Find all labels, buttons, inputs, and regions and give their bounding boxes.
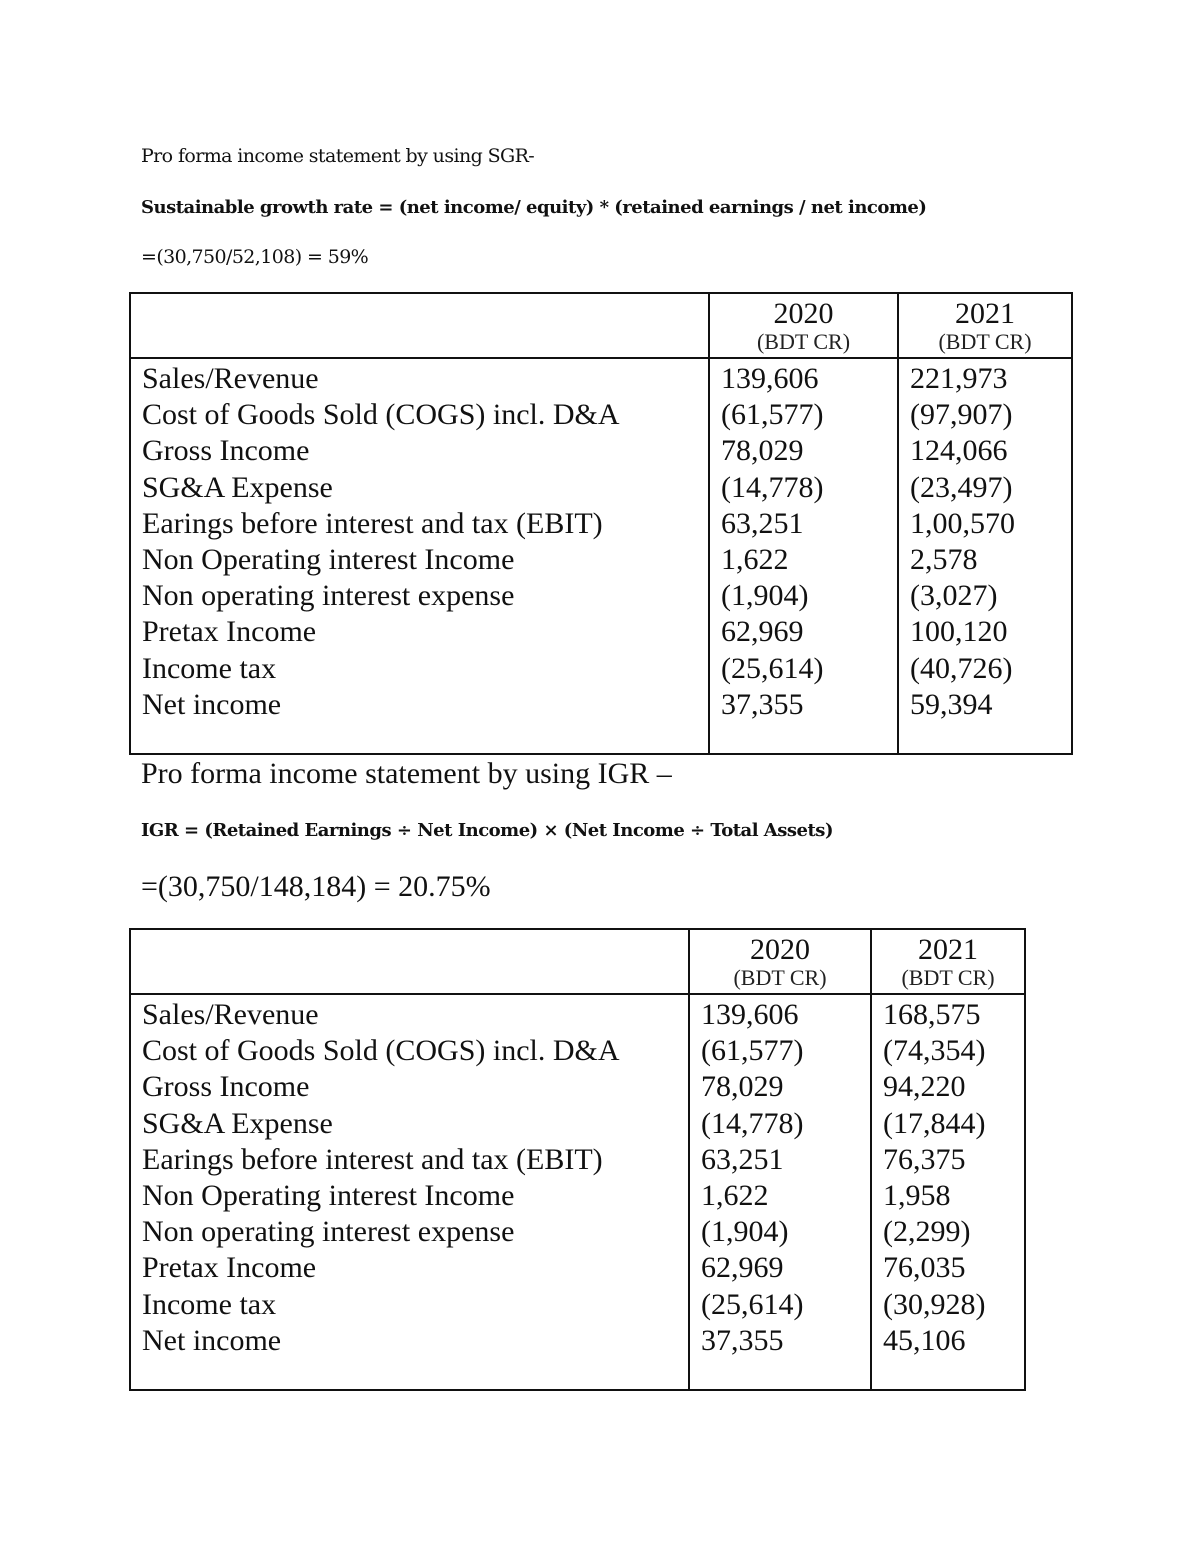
sgr-label-column bbox=[130, 358, 709, 754]
sgr-value-2020: (25,614) bbox=[721, 651, 824, 685]
sgr-value-2021: 221,973 bbox=[910, 362, 1008, 395]
igr-row-label: Gross Income bbox=[142, 1070, 310, 1104]
sgr-value-2021: (40,726) bbox=[910, 651, 1013, 685]
sgr-header-label-cell bbox=[130, 293, 709, 358]
igr-row-label: Earings before interest and tax (EBIT) bbox=[142, 1142, 603, 1176]
sgr-value-2020: 62,969 bbox=[721, 615, 804, 649]
sgr-value-2020: 78,029 bbox=[721, 434, 804, 468]
igr-value-2021: 94,220 bbox=[883, 1070, 966, 1104]
igr-value-2020: 1,622 bbox=[701, 1179, 769, 1213]
igr-2020-column bbox=[689, 994, 871, 1390]
sgr-row-label: Income tax bbox=[142, 651, 277, 685]
igr-value-2021: (30,928) bbox=[883, 1287, 986, 1321]
igr-header-2021-unit: (BDT CR) bbox=[901, 965, 995, 990]
sgr-value-2021: (23,497) bbox=[910, 470, 1013, 504]
igr-value-2020: (14,778) bbox=[701, 1106, 804, 1140]
sgr-row-label: Gross Income bbox=[142, 434, 310, 468]
sgr-row-label: Earings before interest and tax (EBIT) bbox=[142, 506, 603, 540]
igr-value-2021: (17,844) bbox=[883, 1106, 986, 1140]
igr-row-label: Net income bbox=[142, 1323, 282, 1357]
sgr-header-2021-unit: (BDT CR) bbox=[938, 329, 1032, 354]
igr-header-2020-year: 2020 bbox=[750, 933, 810, 966]
igr-value-2020: (61,577) bbox=[701, 1034, 804, 1068]
igr-value-2020: 63,251 bbox=[701, 1142, 784, 1176]
sgr-value-2021: 124,066 bbox=[910, 434, 1008, 468]
sgr-row-label: Sales/Revenue bbox=[142, 362, 319, 395]
igr-row-label: Cost of Goods Sold (COGS) incl. D&A bbox=[142, 1034, 620, 1068]
sgr-value-2020: 37,355 bbox=[721, 687, 804, 721]
sgr-formula: Sustainable growth rate = (net income/ equity) * (retained earnings / net income) bbox=[141, 197, 927, 218]
sgr-value-2021: 1,00,570 bbox=[910, 506, 1015, 540]
igr-row-label: Income tax bbox=[142, 1287, 277, 1321]
igr-value-2020: 37,355 bbox=[701, 1323, 784, 1357]
sgr-2020-column bbox=[709, 358, 898, 754]
sgr-value-2021: (97,907) bbox=[910, 398, 1013, 432]
igr-header-label-cell bbox=[130, 929, 689, 994]
sgr-value-2020: (1,904) bbox=[721, 579, 809, 613]
sgr-row-label: SG&A Expense bbox=[142, 470, 333, 504]
igr-label-column bbox=[130, 994, 689, 1390]
igr-row-label: Non operating interest expense bbox=[142, 1215, 515, 1249]
sgr-row-label: Cost of Goods Sold (COGS) incl. D&A bbox=[142, 398, 620, 432]
igr-value-2020: 62,969 bbox=[701, 1251, 784, 1285]
igr-table-body-row bbox=[130, 994, 1025, 1390]
sgr-header-2020-year: 2020 bbox=[773, 297, 834, 330]
igr-value-2021: 76,375 bbox=[883, 1142, 966, 1176]
sgr-header-2021 bbox=[898, 293, 1072, 358]
igr-value-2020: (25,614) bbox=[701, 1287, 804, 1321]
igr-heading: Pro forma income statement by using IGR – bbox=[141, 757, 672, 790]
igr-value-2020: 139,606 bbox=[701, 998, 799, 1031]
igr-header-2020-unit: (BDT CR) bbox=[733, 965, 827, 990]
igr-header-2021-year: 2021 bbox=[918, 933, 978, 966]
igr-value-2021: 45,106 bbox=[883, 1323, 966, 1357]
sgr-value-2021: 2,578 bbox=[910, 543, 978, 577]
sgr-value-2020: (61,577) bbox=[721, 398, 824, 432]
sgr-table-header-row bbox=[130, 293, 1072, 358]
sgr-value-2020: 1,622 bbox=[721, 543, 789, 577]
igr-row-label: Pretax Income bbox=[142, 1251, 317, 1285]
igr-row-label: SG&A Expense bbox=[142, 1106, 333, 1140]
sgr-heading: Pro forma income statement by using SGR- bbox=[141, 145, 535, 167]
igr-value-2020: (1,904) bbox=[701, 1215, 789, 1249]
igr-header-2020 bbox=[689, 929, 871, 994]
sgr-row-label: Pretax Income bbox=[142, 615, 317, 649]
igr-2021-column bbox=[871, 994, 1025, 1390]
igr-value-2021: (74,354) bbox=[883, 1034, 986, 1068]
sgr-value-2020: 63,251 bbox=[721, 506, 804, 540]
sgr-calculation: =(30,750/52,108) = 59% bbox=[141, 246, 369, 268]
igr-income-table bbox=[129, 928, 1026, 1391]
sgr-value-2020: 139,606 bbox=[721, 362, 819, 395]
sgr-value-2021: 100,120 bbox=[910, 615, 1008, 649]
sgr-row-label: Net income bbox=[142, 687, 282, 721]
sgr-value-2020: (14,778) bbox=[721, 470, 824, 504]
igr-table-header-row bbox=[130, 929, 1025, 994]
igr-row-label: Sales/Revenue bbox=[142, 998, 319, 1031]
sgr-value-2021: 59,394 bbox=[910, 687, 993, 721]
sgr-header-2021-year: 2021 bbox=[955, 297, 1015, 330]
igr-value-2021: 1,958 bbox=[883, 1179, 951, 1213]
sgr-header-2020-unit: (BDT CR) bbox=[756, 329, 851, 354]
sgr-value-2021: (3,027) bbox=[910, 579, 998, 613]
igr-row-label: Non Operating interest Income bbox=[142, 1179, 515, 1213]
igr-calculation: =(30,750/148,184) = 20.75% bbox=[141, 870, 491, 903]
igr-value-2021: 76,035 bbox=[883, 1251, 966, 1285]
igr-value-2021: 168,575 bbox=[883, 998, 981, 1031]
sgr-2021-column bbox=[898, 358, 1072, 754]
sgr-income-table bbox=[129, 292, 1073, 755]
sgr-table-body-row bbox=[130, 358, 1072, 754]
igr-header-2021 bbox=[871, 929, 1025, 994]
igr-value-2020: 78,029 bbox=[701, 1070, 784, 1104]
sgr-row-label: Non operating interest expense bbox=[142, 579, 515, 613]
igr-value-2021: (2,299) bbox=[883, 1215, 971, 1249]
sgr-row-label: Non Operating interest Income bbox=[142, 543, 515, 577]
igr-formula: IGR = (Retained Earnings ÷ Net Income) × (Net Income ÷ Total Assets) bbox=[141, 820, 833, 841]
sgr-header-2020 bbox=[709, 293, 898, 358]
